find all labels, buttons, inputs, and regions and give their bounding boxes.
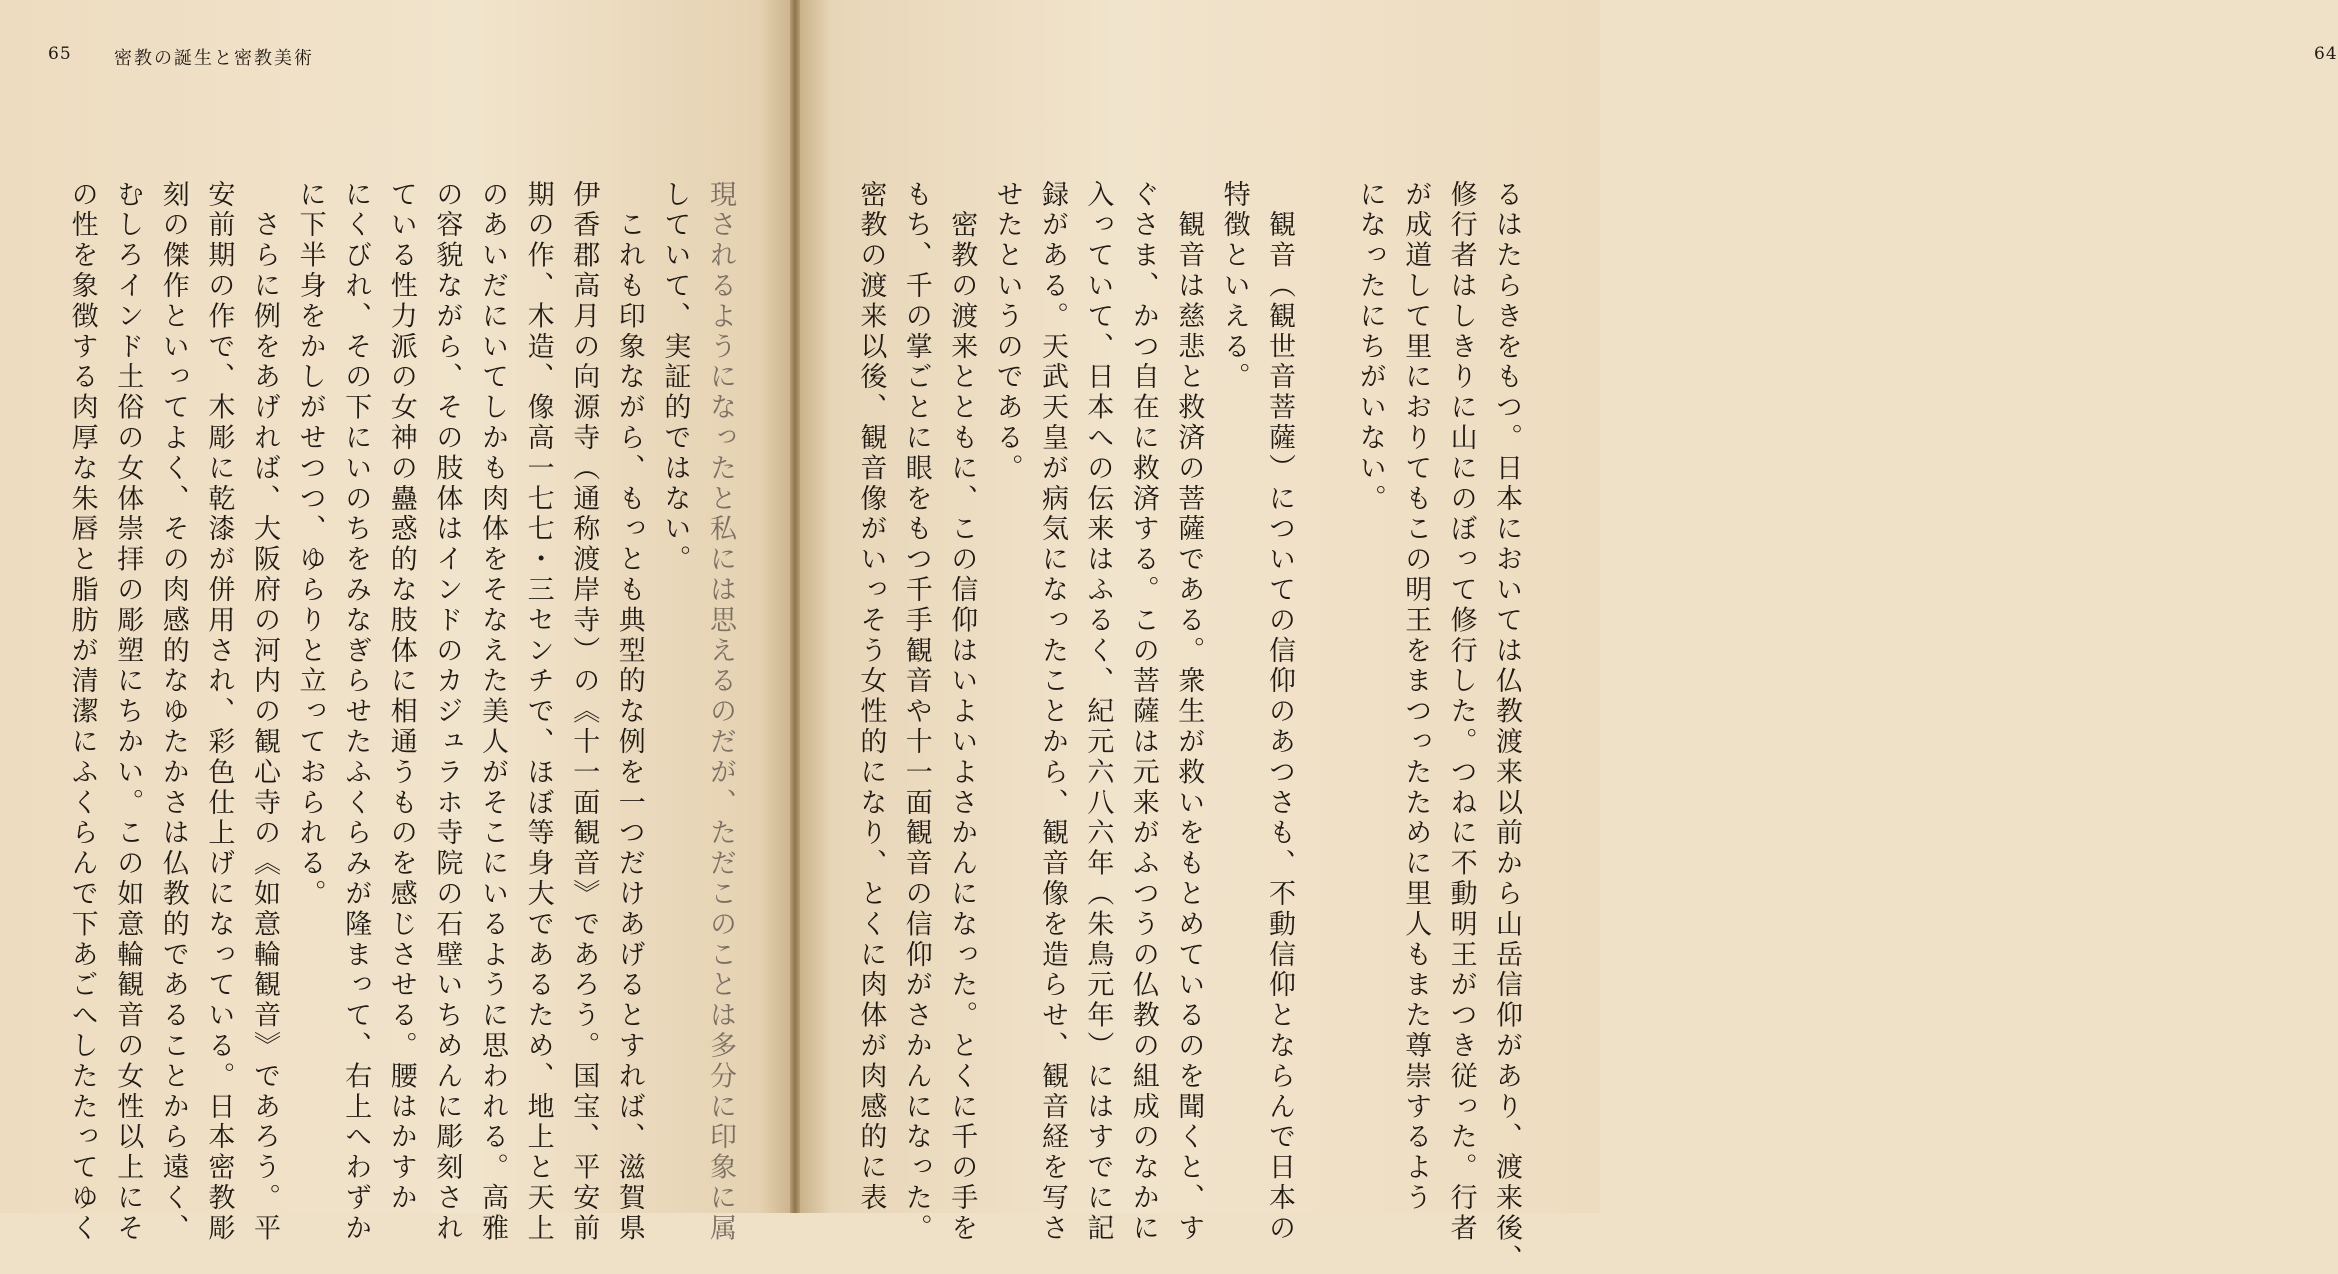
page-number-left: 65 bbox=[48, 44, 72, 64]
text-column: の容貌ながら、その肢体はインドのカジュラホ寺院の石壁いちめんに彫刻され bbox=[431, 180, 463, 1244]
text-column: 期の作、木造、像高一七七・三センチで、ほぼ等身大であるため、地上と天上 bbox=[522, 180, 554, 1244]
text-column: ぐさま、かつ自在に救済する。この菩薩は元来がふつうの仏教の組成のなかに bbox=[1127, 180, 1159, 1244]
left-page bbox=[0, 0, 790, 1244]
text-column: 入っていて、日本への伝来はふるく、紀元六八六年（朱鳥元年）にはすでに記 bbox=[1082, 180, 1114, 1244]
text-column: せたというのである。 bbox=[991, 180, 1023, 484]
text-column: これも印象ながら、もっとも典型的な例を一つだけあげるとすれば、滋賀県 bbox=[613, 180, 645, 1244]
text-column bbox=[1302, 180, 1346, 1190]
text-column: 観音（観世音菩薩）についての信仰のあつさも、不動信仰とならんで日本の bbox=[1264, 180, 1295, 1244]
text-column: になったにちがいない。 bbox=[1354, 180, 1386, 515]
text-column: もち、千の掌ごとに眼をもつ千手観音や十一面観音の信仰がさかんになった。 bbox=[900, 180, 932, 1244]
text-column: 密教の渡来以後、観音像がいっそう女性的になり、とくに肉体が肉感的に表 bbox=[855, 180, 887, 1214]
text-column: 伊香郡高月の向源寺（通称渡岸寺）の《十一面観音》であろう。国宝、平安前 bbox=[568, 180, 600, 1244]
text-column: が成道して里におりてもこの明王をまつったために里人もまた尊崇するよう bbox=[1400, 180, 1432, 1214]
text-column: ている性力派の女神の蠱惑的な肢体に相通うものを感じさせる。腰はかすか bbox=[385, 180, 417, 1214]
running-head: 密教の誕生と密教美術 bbox=[114, 48, 314, 69]
text-column: の性を象徴する肉厚な朱唇と脂肪が清潔にふくらんで下あごへしたたってゆく bbox=[66, 180, 98, 1244]
page-number-right: 64 bbox=[2314, 44, 2338, 64]
text-column: 密教の渡来とともに、この信仰はいよいよさかんになった。とくに千の手を bbox=[946, 180, 978, 1244]
text-column: 修行者はしきりに山にのぼって修行した。つねに不動明王がつき従った。行者 bbox=[1445, 180, 1477, 1244]
book-gutter bbox=[790, 0, 800, 1213]
text-column: 現されるようになったと私には思えるのだが、ただこのことは多分に印象に属 bbox=[705, 180, 736, 1244]
text-column: していて、実証的ではない。 bbox=[659, 180, 691, 576]
text-column: るはたらきをもつ。日本においては仏教渡来以前から山岳信仰があり、渡来後、 bbox=[1491, 180, 1522, 1274]
right-page bbox=[800, 0, 2338, 1274]
text-column: むしろインド土俗の女体崇拝の彫塑にちかい。この如意輪観音の女性以上にそ bbox=[112, 180, 144, 1244]
text-column: に下半身をかしがせつつ、ゆらりと立っておられる。 bbox=[294, 180, 326, 910]
text-column: 観音は慈悲と救済の菩薩である。衆生が救いをもとめているのを聞くと、す bbox=[1173, 180, 1205, 1244]
text-column: さらに例をあげれば、大阪府の河内の観心寺の《如意輪観音》であろう。平 bbox=[249, 180, 280, 1244]
text-column: 録がある。天武天皇が病気になったことから、観音像を造らせ、観音経を写さ bbox=[1037, 180, 1068, 1244]
text-column: のあいだにいてしかも肉体をそなえた美人がそこにいるように思われる。高雅 bbox=[477, 180, 508, 1244]
text-column: 刻の傑作といってよく、その肉感的なゆたかさは仏教的であることから遠く、 bbox=[157, 180, 189, 1244]
text-column: 特徴といえる。 bbox=[1218, 180, 1250, 393]
text-column: 安前期の作で、木彫に乾漆が併用され、彩色仕上げになっている。日本密教彫 bbox=[203, 180, 235, 1244]
text-column: にくびれ、その下にいのちをみなぎらせたふくらみが隆まって、右上へわずか bbox=[340, 180, 372, 1244]
